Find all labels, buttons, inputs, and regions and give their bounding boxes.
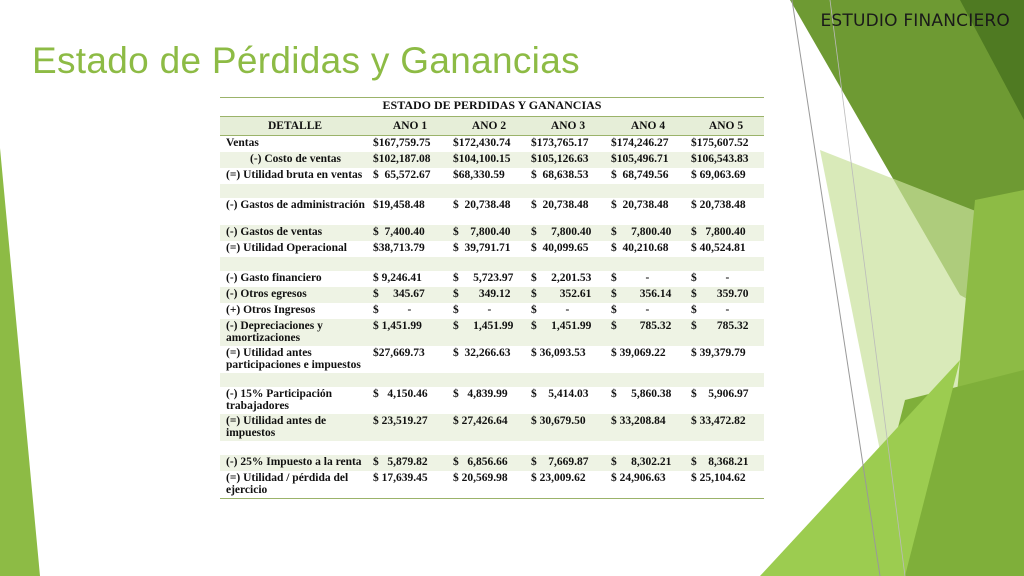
cell-value bbox=[608, 257, 688, 271]
cell-value: $27,669.73 bbox=[373, 347, 425, 359]
cell-value: $ 1,451.99 bbox=[528, 319, 608, 346]
cell-value: $ 27,426.64 bbox=[450, 414, 528, 441]
cell-value: $ 25,104.62 bbox=[688, 471, 764, 499]
cell-value bbox=[608, 441, 688, 455]
cell-value bbox=[528, 441, 608, 455]
cell-value: $167,759.75 bbox=[373, 137, 431, 149]
row-label bbox=[220, 257, 370, 271]
cell-value: $ 20,738.48 bbox=[611, 199, 669, 211]
cell-value: $ 8,302.21 bbox=[608, 455, 688, 471]
cell-value bbox=[608, 184, 688, 198]
cell-value bbox=[688, 441, 764, 455]
row-label: (+) Otros Ingresos bbox=[226, 304, 316, 316]
table-title: ESTADO DE PERDIDAS Y GANANCIAS bbox=[220, 98, 764, 117]
row-label: (-) Gastos de ventas bbox=[220, 225, 370, 241]
cell-value: $ 23,519.27 bbox=[370, 414, 450, 441]
table-row bbox=[220, 152, 764, 168]
cell-value bbox=[608, 373, 688, 387]
table-row bbox=[220, 287, 764, 303]
cell-value: $ 30,679.50 bbox=[528, 414, 608, 441]
cell-value: $ 6,856.66 bbox=[450, 455, 528, 471]
cell-value: $ 39,791.71 bbox=[453, 242, 511, 254]
cell-value: $ - bbox=[453, 304, 492, 316]
cell-value: $38,713.79 bbox=[373, 242, 425, 254]
spacer-row bbox=[220, 184, 764, 198]
cell-value: $ 352.61 bbox=[528, 287, 608, 303]
cell-value: $ 39,069.22 bbox=[611, 347, 666, 359]
row-label: (=) Utilidad bruta en ventas bbox=[226, 169, 363, 181]
cell-value: $ 7,800.40 bbox=[608, 225, 688, 241]
cell-value: $105,126.63 bbox=[528, 152, 608, 168]
cell-value: $102,187.08 bbox=[370, 152, 450, 168]
cell-value bbox=[450, 441, 528, 455]
cell-value: $ 69,063.69 bbox=[691, 169, 746, 181]
cell-value: $ 7,800.40 bbox=[688, 225, 764, 241]
cell-value bbox=[528, 184, 608, 198]
cell-value: $ 359.70 bbox=[688, 287, 764, 303]
cell-value: $ 65,572.67 bbox=[373, 169, 431, 181]
row-label: (=) Utilidad Operacional bbox=[226, 242, 347, 254]
cell-value: $105,496.71 bbox=[608, 152, 688, 168]
row-label: (-) Costo de ventas bbox=[220, 152, 370, 168]
table-row bbox=[220, 136, 764, 153]
cell-value: $ 20,738.48 bbox=[531, 199, 589, 211]
column-header: ANO 4 bbox=[608, 117, 688, 136]
cell-value: $ - bbox=[691, 304, 730, 316]
cell-value bbox=[370, 257, 450, 271]
cell-value: $ - bbox=[531, 304, 570, 316]
table-header-row bbox=[220, 117, 764, 136]
cell-value bbox=[450, 373, 528, 387]
row-label bbox=[220, 373, 370, 387]
table-row bbox=[220, 387, 764, 414]
row-label: (-) 15% Participación trabajadores bbox=[226, 388, 333, 412]
cell-value: $ 5,860.38 bbox=[611, 388, 672, 400]
cell-value: $ 5,414.03 bbox=[531, 388, 589, 400]
cell-value: $ 785.32 bbox=[608, 319, 688, 346]
cell-value: $106,543.83 bbox=[688, 152, 764, 168]
slide-title: Estado de Pérdidas y Ganancias bbox=[32, 40, 580, 81]
column-header: ANO 5 bbox=[688, 117, 764, 136]
cell-value: $ 68,638.53 bbox=[531, 169, 589, 181]
cell-value: $175,607.52 bbox=[691, 137, 749, 149]
income-statement-table bbox=[220, 97, 764, 499]
table-row bbox=[220, 168, 764, 184]
cell-value: $ 7,400.40 bbox=[370, 225, 450, 241]
cell-value: $ 36,093.53 bbox=[531, 347, 586, 359]
cell-value: $ 20,738.48 bbox=[453, 199, 511, 211]
cell-value: $ 7,800.40 bbox=[528, 225, 608, 241]
row-label: (-) Depreciaciones y amortizaciones bbox=[220, 319, 370, 346]
cell-value: $ 39,379.79 bbox=[691, 347, 746, 359]
cell-value: $ 8,368.21 bbox=[688, 455, 764, 471]
cell-value: $ 4,150.46 bbox=[373, 388, 428, 400]
cell-value: $ 5,906.97 bbox=[691, 388, 749, 400]
cell-value: $ - bbox=[373, 304, 412, 316]
cell-value bbox=[370, 441, 450, 455]
row-label: (-) Gastos de administración bbox=[226, 199, 365, 211]
cell-value bbox=[528, 257, 608, 271]
cell-value: $ 345.67 bbox=[370, 287, 450, 303]
table-row bbox=[220, 414, 764, 441]
cell-value: $ 20,569.98 bbox=[450, 471, 528, 499]
cell-value bbox=[370, 373, 450, 387]
cell-value: $ 9,246.41 bbox=[373, 272, 422, 284]
cell-value: $ 5,723.97 bbox=[453, 272, 514, 284]
cell-value: $ 40,210.68 bbox=[611, 242, 669, 254]
cell-value: $ 356.14 bbox=[608, 287, 688, 303]
column-header: ANO 1 bbox=[370, 117, 450, 136]
cell-value: $ 20,738.48 bbox=[691, 199, 746, 211]
row-label bbox=[220, 441, 370, 455]
cell-value: $104,100.15 bbox=[450, 152, 528, 168]
cell-value: $ 7,669.87 bbox=[528, 455, 608, 471]
table-row bbox=[220, 346, 764, 373]
spacer-row bbox=[220, 373, 764, 387]
table-row bbox=[220, 455, 764, 471]
cell-value bbox=[688, 257, 764, 271]
cell-value: $ 24,906.63 bbox=[608, 471, 688, 499]
table-title-row bbox=[220, 98, 764, 117]
row-label: (=) Utilidad antes de impuestos bbox=[220, 414, 370, 441]
cell-value bbox=[370, 184, 450, 198]
cell-value: $ - bbox=[611, 304, 650, 316]
table-row bbox=[220, 303, 764, 319]
cell-value: $ 68,749.56 bbox=[611, 169, 669, 181]
column-header: DETALLE bbox=[220, 117, 370, 136]
cell-value: $ 1,451.99 bbox=[370, 319, 450, 346]
cell-value: $ 23,009.62 bbox=[528, 471, 608, 499]
row-label: (-) Gasto financiero bbox=[226, 272, 322, 284]
cell-value: $19,458.48 bbox=[373, 199, 425, 211]
table-row bbox=[220, 471, 764, 499]
row-label: (-) 25% Impuesto a la renta bbox=[220, 455, 370, 471]
spacer-row bbox=[220, 257, 764, 271]
cell-value: $174,246.27 bbox=[611, 137, 669, 149]
cell-value: $ 5,879.82 bbox=[370, 455, 450, 471]
cell-value bbox=[450, 184, 528, 198]
left-green-triangle bbox=[0, 148, 40, 576]
cell-value: $ 1,451.99 bbox=[450, 319, 528, 346]
cell-value: $173,765.17 bbox=[531, 137, 589, 149]
column-header: ANO 2 bbox=[450, 117, 528, 136]
spacer-row bbox=[220, 441, 764, 455]
cell-value: $ 17,639.45 bbox=[370, 471, 450, 499]
cell-value: $ 4,839.99 bbox=[453, 388, 508, 400]
cell-value: $ - bbox=[691, 272, 730, 284]
table-row bbox=[220, 319, 764, 346]
cell-value bbox=[688, 184, 764, 198]
table-row bbox=[220, 241, 764, 257]
cell-value: $ 33,472.82 bbox=[688, 414, 764, 441]
table-row bbox=[220, 225, 764, 241]
cell-value bbox=[688, 373, 764, 387]
row-label: (-) Otros egresos bbox=[220, 287, 370, 303]
cell-value: $ 7,800.40 bbox=[450, 225, 528, 241]
row-label: Ventas bbox=[226, 137, 259, 149]
cell-value: $ - bbox=[611, 272, 650, 284]
cell-value bbox=[528, 373, 608, 387]
cell-value: $ 32,266.63 bbox=[453, 347, 511, 359]
cell-value: $172,430.74 bbox=[453, 137, 511, 149]
cell-value: $ 40,524.81 bbox=[691, 242, 746, 254]
column-header: ANO 3 bbox=[528, 117, 608, 136]
cell-value: $ 2,201.53 bbox=[531, 272, 592, 284]
section-label: ESTUDIO FINANCIERO bbox=[820, 11, 1010, 31]
cell-value: $ 349.12 bbox=[450, 287, 528, 303]
table-row bbox=[220, 198, 764, 225]
table-row bbox=[220, 271, 764, 287]
row-label: (=) Utilidad / pérdida del ejercicio bbox=[220, 471, 370, 499]
row-label bbox=[220, 184, 370, 198]
cell-value bbox=[450, 257, 528, 271]
cell-value: $68,330.59 bbox=[453, 169, 505, 181]
cell-value: $ 785.32 bbox=[688, 319, 764, 346]
row-label: (=) Utilidad antes participaciones e impuestos bbox=[226, 347, 361, 371]
cell-value: $ 33,208.84 bbox=[608, 414, 688, 441]
cell-value: $ 40,099.65 bbox=[531, 242, 589, 254]
